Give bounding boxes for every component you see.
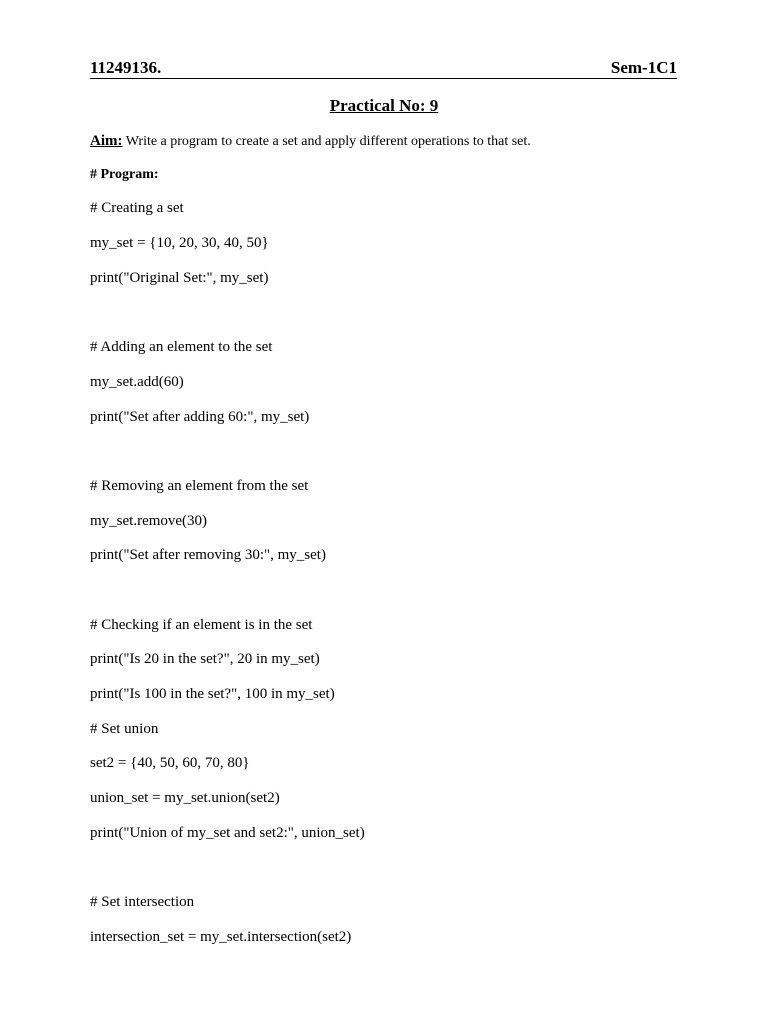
code-comment: # Checking if an element is in the set: [90, 617, 313, 633]
practical-title-text: Practical No: 9: [329, 96, 439, 115]
code-line: intersection_set = my_set.intersection(set2): [90, 929, 352, 945]
code-line: my_set.add(60): [90, 374, 184, 390]
code-comment: # Removing an element from the set: [90, 478, 309, 494]
code-comment: # Adding an element to the set: [90, 339, 273, 355]
program-heading: # Program:: [90, 167, 159, 182]
code-comment: # Creating a set: [90, 200, 184, 216]
code-line: print("Is 100 in the set?", 100 in my_set): [90, 686, 335, 702]
code-line: union_set = my_set.union(set2): [90, 790, 280, 806]
aim-paragraph: [90, 133, 531, 150]
code-line: set2 = {40, 50, 60, 70, 80}: [90, 755, 250, 771]
roll-number: 11249136.: [90, 58, 162, 77]
code-line: print("Union of my_set and set2:", union_set): [90, 825, 365, 841]
code-line: my_set = {10, 20, 30, 40, 50}: [90, 235, 269, 251]
semester-label: Sem-1C1: [610, 58, 677, 77]
aim-text: Write a program to create a set and apply different operations to that set.: [122, 134, 531, 149]
code-line: print("Original Set:", my_set): [90, 270, 269, 286]
practical-title: [0, 96, 768, 116]
page-header: [90, 58, 677, 79]
code-comment: # Set union: [90, 721, 159, 737]
code-line: print("Is 20 in the set?", 20 in my_set): [90, 651, 320, 667]
code-line: my_set.remove(30): [90, 513, 208, 529]
aim-label: Aim:: [90, 133, 123, 149]
code-comment: # Set intersection: [90, 894, 195, 910]
code-line: print("Set after removing 30:", my_set): [90, 547, 326, 563]
code-line: print("Set after adding 60:", my_set): [90, 409, 310, 425]
